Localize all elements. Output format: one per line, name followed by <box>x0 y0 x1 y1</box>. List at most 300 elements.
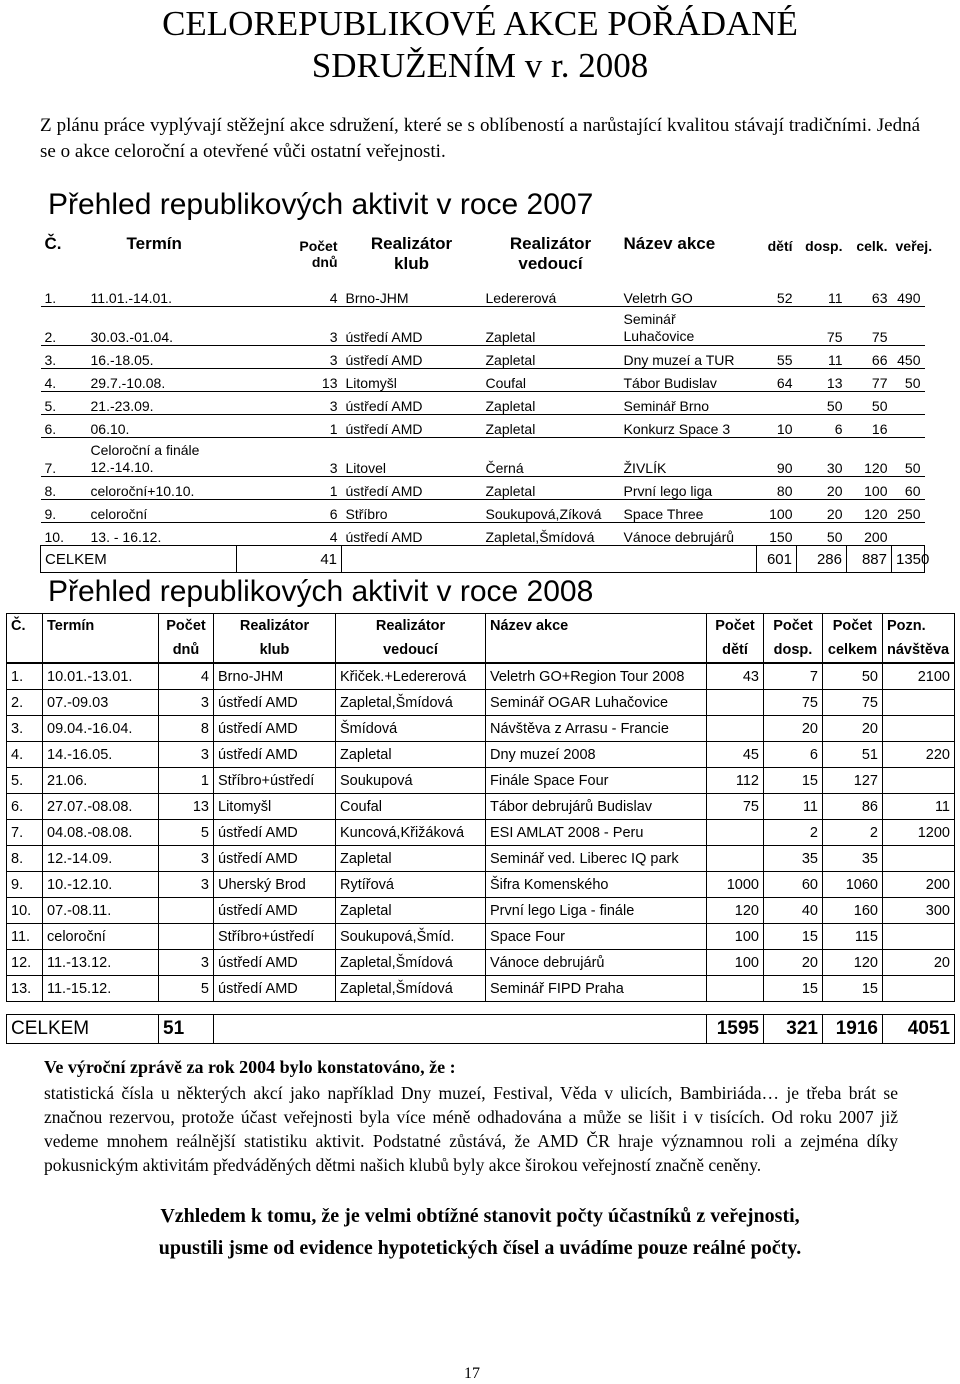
row-deti: 52 <box>757 284 797 307</box>
row-pocet: 3 <box>237 438 342 477</box>
row-termin: 09.04.-16.04. <box>43 716 159 742</box>
row-celk: 200 <box>847 523 892 546</box>
row-nazev: Seminář FIPD Praha <box>486 976 707 1002</box>
header-termin: Termín <box>126 234 182 253</box>
row-klub: Uherský Brod <box>214 872 336 898</box>
row-deti: 120 <box>707 898 764 924</box>
row-celk: 120 <box>847 500 892 523</box>
row-klub: Brno-JHM <box>214 663 336 690</box>
row-pocet <box>159 924 214 950</box>
table-2008-header-row2 <box>7 638 955 663</box>
row-celk: 86 <box>823 794 883 820</box>
row-pocet: 1 <box>237 477 342 500</box>
row-number: 7. <box>41 438 87 477</box>
row-number: 2. <box>7 690 43 716</box>
header2-realizator-vedouci: Realizátor <box>336 614 486 639</box>
table-row <box>41 392 925 415</box>
row-nazev: Finále Space Four <box>486 768 707 794</box>
row-deti: 55 <box>757 346 797 369</box>
row-pozn: 300 <box>883 898 955 924</box>
row-vedouci: Soukupová,Zíková <box>482 500 620 523</box>
row-deti <box>707 846 764 872</box>
row-dosp: 35 <box>764 846 823 872</box>
row-number: 9. <box>41 500 87 523</box>
row-verej <box>892 392 925 415</box>
row-dosp: 11 <box>797 346 847 369</box>
row-celk: 50 <box>823 663 883 690</box>
row-klub: ústředí AMD <box>214 976 336 1002</box>
total-celk: 887 <box>847 546 892 573</box>
row-pocet: 3 <box>159 950 214 976</box>
row-vedouci: Coufal <box>336 794 486 820</box>
table-row <box>41 500 925 523</box>
row-klub: ústředí AMD <box>214 820 336 846</box>
row-dosp: 30 <box>797 438 847 477</box>
row-termin: 27.07.-08.08. <box>43 794 159 820</box>
header2-dnu: dnů <box>159 638 214 663</box>
row-pozn <box>883 768 955 794</box>
row-klub: Stříbro+ústředí <box>214 768 336 794</box>
row-number: 2. <box>41 307 87 346</box>
heading-2007: Přehled republikových aktivit v roce 2007 <box>48 188 594 221</box>
row-dosp: 40 <box>764 898 823 924</box>
row-celk: 160 <box>823 898 883 924</box>
row-verej: 490 <box>892 284 925 307</box>
row-deti: 43 <box>707 663 764 690</box>
row-vedouci: Zapletal,Šmídová <box>336 690 486 716</box>
header2-deti: dětí <box>707 638 764 663</box>
row-dosp: 11 <box>764 794 823 820</box>
table-row <box>7 794 955 820</box>
table-row <box>7 898 955 924</box>
row-number: 10. <box>7 898 43 924</box>
row-nazev-line1: Seminář <box>623 311 676 327</box>
header-realizator-vedouci: Realizátor <box>509 234 592 253</box>
row-deti: 80 <box>757 477 797 500</box>
row-verej: 450 <box>892 346 925 369</box>
total2-deti: 1595 <box>707 1015 764 1044</box>
row-number: 12. <box>7 950 43 976</box>
report-body: statistická čísla u některých akcí jako například Dny muzeí, Festival, Věda v ulicích, Bambiriáda… je třeba brát se značnou rezervou, protože účast veřejnosti byla více méně odhadována a může se lišit i v tisících. Od roku 2007 již vedeme mnohem reálnější statistiku aktivit. Podstatné zůstává, že AMD ČR hraje významnou roli a zejména díky pokusnickým aktivitám předváděných dětmi našich klubů byly akce širokou veřejností značně ceněny. <box>44 1083 898 1175</box>
row-verej: 50 <box>892 438 925 477</box>
row-deti: 112 <box>707 768 764 794</box>
table-row <box>7 663 955 690</box>
row-pozn: 11 <box>883 794 955 820</box>
row-pozn <box>883 846 955 872</box>
row-klub: ústředí AMD <box>342 477 482 500</box>
row-number: 1. <box>41 284 87 307</box>
row-nazev: Space Four <box>486 924 707 950</box>
row-deti: 100 <box>707 924 764 950</box>
row-deti: 150 <box>757 523 797 546</box>
row-number: 9. <box>7 872 43 898</box>
row-deti: 100 <box>757 500 797 523</box>
total-verej: 1350 <box>892 546 925 573</box>
row-deti: 45 <box>707 742 764 768</box>
table-2007-total-row <box>41 546 925 573</box>
row-pocet: 8 <box>159 716 214 742</box>
row-dosp: 2 <box>764 820 823 846</box>
table-row <box>7 690 955 716</box>
header-pocet: Počet <box>299 238 338 254</box>
row-pocet: 13 <box>237 369 342 392</box>
report-heading: Ve výroční zprávě za rok 2004 bylo konstatováno, že : <box>44 1057 456 1077</box>
page-title-line2: SDRUŽENÍM v r. 2008 <box>311 46 649 85</box>
row-pozn: 1200 <box>883 820 955 846</box>
conclusion-line1: Vzhledem k tomu, že je velmi obtížné stanovit počty účastníků z veřejnosti, <box>160 1205 800 1227</box>
total-deti: 601 <box>757 546 797 573</box>
row-termin: 11.-13.12. <box>43 950 159 976</box>
header-dosp: dosp. <box>805 238 843 254</box>
table-row <box>7 742 955 768</box>
row-klub: Litomyšl <box>214 794 336 820</box>
row-vedouci: Zapletal <box>336 742 486 768</box>
row-termin: 14.-16.05. <box>43 742 159 768</box>
conclusion-line2: upustili jsme od evidence hypotetických čísel a uvádíme pouze reálné počty. <box>158 1237 802 1259</box>
table-row <box>41 284 925 307</box>
header2-realizator-klub: Realizátor <box>214 614 336 639</box>
row-vedouci: Coufal <box>482 369 620 392</box>
table-row <box>7 950 955 976</box>
row-number: 3. <box>7 716 43 742</box>
row-klub: ústředí AMD <box>342 392 482 415</box>
row-vedouci: Soukupová,Šmíd. <box>336 924 486 950</box>
row-klub: ústředí AMD <box>214 716 336 742</box>
row-nazev: Tábor Budislav <box>620 369 757 392</box>
row-celk: 120 <box>823 950 883 976</box>
page-number: 17 <box>464 1365 480 1382</box>
row-deti <box>707 976 764 1002</box>
row-termin: 11.01.-14.01. <box>87 284 237 307</box>
row-pocet: 1 <box>159 768 214 794</box>
header-klub: klub <box>394 254 429 273</box>
row-verej: 50 <box>892 369 925 392</box>
row-nazev: Seminář Brno <box>620 392 757 415</box>
row-vedouci: Ledererová <box>482 284 620 307</box>
row-deti <box>757 307 797 346</box>
total2-label: CELKEM <box>7 1015 159 1044</box>
table-2008-total-row <box>7 1015 955 1044</box>
row-dosp: 15 <box>764 976 823 1002</box>
row-dosp: 6 <box>797 415 847 438</box>
row-vedouci: Zapletal <box>482 477 620 500</box>
row-number: 7. <box>7 820 43 846</box>
row-celk: 20 <box>823 716 883 742</box>
table-2007 <box>40 224 933 573</box>
row-dosp: 6 <box>764 742 823 768</box>
row-nazev: Veletrh GO <box>620 284 757 307</box>
row-pocet: 3 <box>159 846 214 872</box>
row-number: 6. <box>41 415 87 438</box>
row-nazev: První lego liga <box>620 477 757 500</box>
row-pozn: 2100 <box>883 663 955 690</box>
row-vedouci: Zapletal <box>482 415 620 438</box>
row-vedouci: Zapletal <box>336 898 486 924</box>
row-pocet: 13 <box>159 794 214 820</box>
row-deti: 75 <box>707 794 764 820</box>
row-termin: 13. - 16.12. <box>87 523 237 546</box>
row-pocet: 3 <box>159 742 214 768</box>
row-termin: celoroční <box>43 924 159 950</box>
row-nazev: První lego Liga - finále <box>486 898 707 924</box>
row-pocet <box>159 898 214 924</box>
row-termin: 12.-14.09. <box>43 846 159 872</box>
table-row <box>41 438 925 477</box>
row-termin: 21.06. <box>43 768 159 794</box>
row-klub: ústředí AMD <box>342 415 482 438</box>
row-number: 13. <box>7 976 43 1002</box>
header-deti: dětí <box>767 238 793 254</box>
row-dosp: 60 <box>764 872 823 898</box>
row-number: 5. <box>41 392 87 415</box>
row-dosp: 50 <box>797 523 847 546</box>
row-termin-line2: 12.-14.10. <box>90 459 154 475</box>
row-klub: Stříbro <box>342 500 482 523</box>
header-nazev: Název akce <box>623 234 716 253</box>
row-pocet: 5 <box>159 976 214 1002</box>
row-nazev: Dny muzeí a TUR <box>620 346 757 369</box>
row-nazev: Space Three <box>620 500 757 523</box>
row-klub: ústředí AMD <box>214 690 336 716</box>
header-c: Č. <box>44 234 62 253</box>
row-pozn <box>883 976 955 1002</box>
header-vedouci: vedoucí <box>518 254 583 273</box>
table-row <box>7 846 955 872</box>
row-pozn: 20 <box>883 950 955 976</box>
row-nazev: Vánoce debrujárů <box>620 523 757 546</box>
row-termin: 07.-08.11. <box>43 898 159 924</box>
row-termin: 29.7.-10.08. <box>87 369 237 392</box>
table-row <box>7 768 955 794</box>
row-number: 8. <box>41 477 87 500</box>
row-vedouci: Zapletal <box>482 307 620 346</box>
row-pocet: 3 <box>159 872 214 898</box>
table-row <box>41 369 925 392</box>
row-pocet: 6 <box>237 500 342 523</box>
table-row <box>7 820 955 846</box>
row-termin: 10.01.-13.01. <box>43 663 159 690</box>
table-2008 <box>6 613 955 1044</box>
row-number: 3. <box>41 346 87 369</box>
row-number: 4. <box>41 369 87 392</box>
table-row <box>7 872 955 898</box>
row-verej <box>892 415 925 438</box>
row-nazev: Konkurz Space 3 <box>620 415 757 438</box>
row-dosp: 11 <box>797 284 847 307</box>
row-number: 5. <box>7 768 43 794</box>
header2-pocet: Počet <box>159 614 214 639</box>
row-nazev: ESI AMLAT 2008 - Peru <box>486 820 707 846</box>
row-number: 10. <box>41 523 87 546</box>
header2-celkem: celkem <box>823 638 883 663</box>
header2-nazev: Název akce <box>486 614 707 639</box>
row-celk: 35 <box>823 846 883 872</box>
row-celk: 50 <box>847 392 892 415</box>
row-vedouci: Zapletal <box>482 392 620 415</box>
total2-dosp: 321 <box>764 1015 823 1044</box>
total2-pozn: 4051 <box>883 1015 955 1044</box>
row-klub: Brno-JHM <box>342 284 482 307</box>
row-pozn <box>883 924 955 950</box>
row-verej: 60 <box>892 477 925 500</box>
row-termin: celoroční+10.10. <box>87 477 237 500</box>
row-pocet: 3 <box>237 392 342 415</box>
row-dosp: 7 <box>764 663 823 690</box>
row-nazev: Dny muzeí 2008 <box>486 742 707 768</box>
row-dosp: 15 <box>764 924 823 950</box>
header2-dosp: dosp. <box>764 638 823 663</box>
row-klub: Litomyšl <box>342 369 482 392</box>
total2-celk: 1916 <box>823 1015 883 1044</box>
table-row <box>41 415 925 438</box>
table-row <box>7 924 955 950</box>
total-label: CELKEM <box>41 546 237 573</box>
table-row <box>41 523 925 546</box>
row-deti: 1000 <box>707 872 764 898</box>
header2-termin: Termín <box>43 614 159 639</box>
heading-2008: Přehled republikových aktivit v roce 2008 <box>48 575 594 608</box>
row-deti: 64 <box>757 369 797 392</box>
row-dosp: 75 <box>764 690 823 716</box>
row-number: 11. <box>7 924 43 950</box>
row-nazev: Tábor debrujárů Budislav <box>486 794 707 820</box>
row-vedouci: Zapletal,Šmídová <box>336 976 486 1002</box>
row-vedouci: Zapletal,Šmídová <box>482 523 620 546</box>
row-nazev <box>620 307 757 346</box>
row-pocet: 4 <box>237 523 342 546</box>
header2-pocet-celkem: Počet <box>823 614 883 639</box>
row-celk: 51 <box>823 742 883 768</box>
row-celk: 1060 <box>823 872 883 898</box>
row-deti: 90 <box>757 438 797 477</box>
row-dosp: 50 <box>797 392 847 415</box>
row-vedouci: Křiček.+Ledererová <box>336 663 486 690</box>
row-pozn <box>883 716 955 742</box>
header2-c: Č. <box>7 614 43 639</box>
row-vedouci: Zapletal,Šmídová <box>336 950 486 976</box>
row-pocet: 4 <box>237 284 342 307</box>
table-2008-header-row1 <box>7 614 955 639</box>
total-pocet: 41 <box>237 546 342 573</box>
row-pocet: 3 <box>237 307 342 346</box>
row-nazev: Návštěva z Arrasu - Francie <box>486 716 707 742</box>
header2-pocet-dosp: Počet <box>764 614 823 639</box>
row-pocet: 1 <box>237 415 342 438</box>
row-number: 6. <box>7 794 43 820</box>
intro-paragraph: Z plánu práce vyplývají stěžejní akce sdružení, které se s oblíbeností a narůstající kvalitou stávají tradičními. Jedná se o akce celoroční a otevřené vůči ostatní veřejnosti. <box>40 115 920 162</box>
row-celk: 100 <box>847 477 892 500</box>
header-celk: celk. <box>856 238 888 254</box>
row-celk: 63 <box>847 284 892 307</box>
row-number: 1. <box>7 663 43 690</box>
row-celk: 115 <box>823 924 883 950</box>
row-nazev: Šifra Komenského <box>486 872 707 898</box>
row-pozn: 200 <box>883 872 955 898</box>
row-nazev: Vánoce debrujárů <box>486 950 707 976</box>
row-dosp: 20 <box>797 500 847 523</box>
row-klub: ústředí AMD <box>214 898 336 924</box>
row-klub: ústředí AMD <box>342 346 482 369</box>
row-dosp: 20 <box>797 477 847 500</box>
row-deti <box>707 820 764 846</box>
row-pocet: 4 <box>159 663 214 690</box>
row-termin: 21.-23.09. <box>87 392 237 415</box>
row-number: 8. <box>7 846 43 872</box>
row-celk: 75 <box>823 690 883 716</box>
row-pocet: 3 <box>159 690 214 716</box>
row-nazev: Veletrh GO+Region Tour 2008 <box>486 663 707 690</box>
row-termin: 04.08.-08.08. <box>43 820 159 846</box>
table-2007-header-row2 <box>41 254 925 284</box>
total-dosp: 286 <box>797 546 847 573</box>
row-termin: celoroční <box>87 500 237 523</box>
row-verej <box>892 523 925 546</box>
row-klub: Litovel <box>342 438 482 477</box>
row-celk: 15 <box>823 976 883 1002</box>
row-klub: ústředí AMD <box>342 523 482 546</box>
table-row <box>7 716 955 742</box>
row-pocet: 3 <box>237 346 342 369</box>
row-termin: 16.-18.05. <box>87 346 237 369</box>
row-celk: 127 <box>823 768 883 794</box>
row-klub: ústředí AMD <box>214 846 336 872</box>
table-row <box>7 976 955 1002</box>
row-vedouci: Zapletal <box>336 846 486 872</box>
table-row <box>41 477 925 500</box>
row-deti <box>757 392 797 415</box>
row-vedouci: Šmídová <box>336 716 486 742</box>
row-deti <box>707 716 764 742</box>
page-title-line1: CELOREPUBLIKOVÉ AKCE POŘÁDANÉ <box>162 4 798 43</box>
header2-vedouci: vedoucí <box>336 638 486 663</box>
row-celk: 77 <box>847 369 892 392</box>
row-dosp: 13 <box>797 369 847 392</box>
row-vedouci: Zapletal <box>482 346 620 369</box>
row-termin: 10.-12.10. <box>43 872 159 898</box>
row-celk: 2 <box>823 820 883 846</box>
header2-klub: klub <box>214 638 336 663</box>
header-pocet-dnu: dnů <box>311 254 338 270</box>
row-nazev: ŽIVLÍK <box>620 438 757 477</box>
row-termin: 11.-15.12. <box>43 976 159 1002</box>
table-row <box>41 346 925 369</box>
header2-navsteva: návštěva <box>883 638 955 663</box>
row-pozn <box>883 690 955 716</box>
row-termin: 30.03.-01.04. <box>87 307 237 346</box>
row-termin: 06.10. <box>87 415 237 438</box>
row-vedouci: Soukupová <box>336 768 486 794</box>
row-deti <box>707 690 764 716</box>
row-termin-line1: Celoroční a finále <box>90 442 200 458</box>
row-vedouci: Kuncová,Křižáková <box>336 820 486 846</box>
row-celk: 120 <box>847 438 892 477</box>
row-verej: 250 <box>892 500 925 523</box>
row-celk: 16 <box>847 415 892 438</box>
row-termin: 07.-09.03 <box>43 690 159 716</box>
row-dosp: 75 <box>797 307 847 346</box>
row-klub: ústředí AMD <box>214 950 336 976</box>
row-deti: 100 <box>707 950 764 976</box>
table-row <box>41 307 925 346</box>
row-klub: ústředí AMD <box>342 307 482 346</box>
total2-pocet: 51 <box>159 1015 214 1044</box>
row-dosp: 20 <box>764 950 823 976</box>
row-pocet: 5 <box>159 820 214 846</box>
row-vedouci: Černá <box>482 438 620 477</box>
row-celk: 66 <box>847 346 892 369</box>
row-dosp: 15 <box>764 768 823 794</box>
row-celk: 75 <box>847 307 892 346</box>
